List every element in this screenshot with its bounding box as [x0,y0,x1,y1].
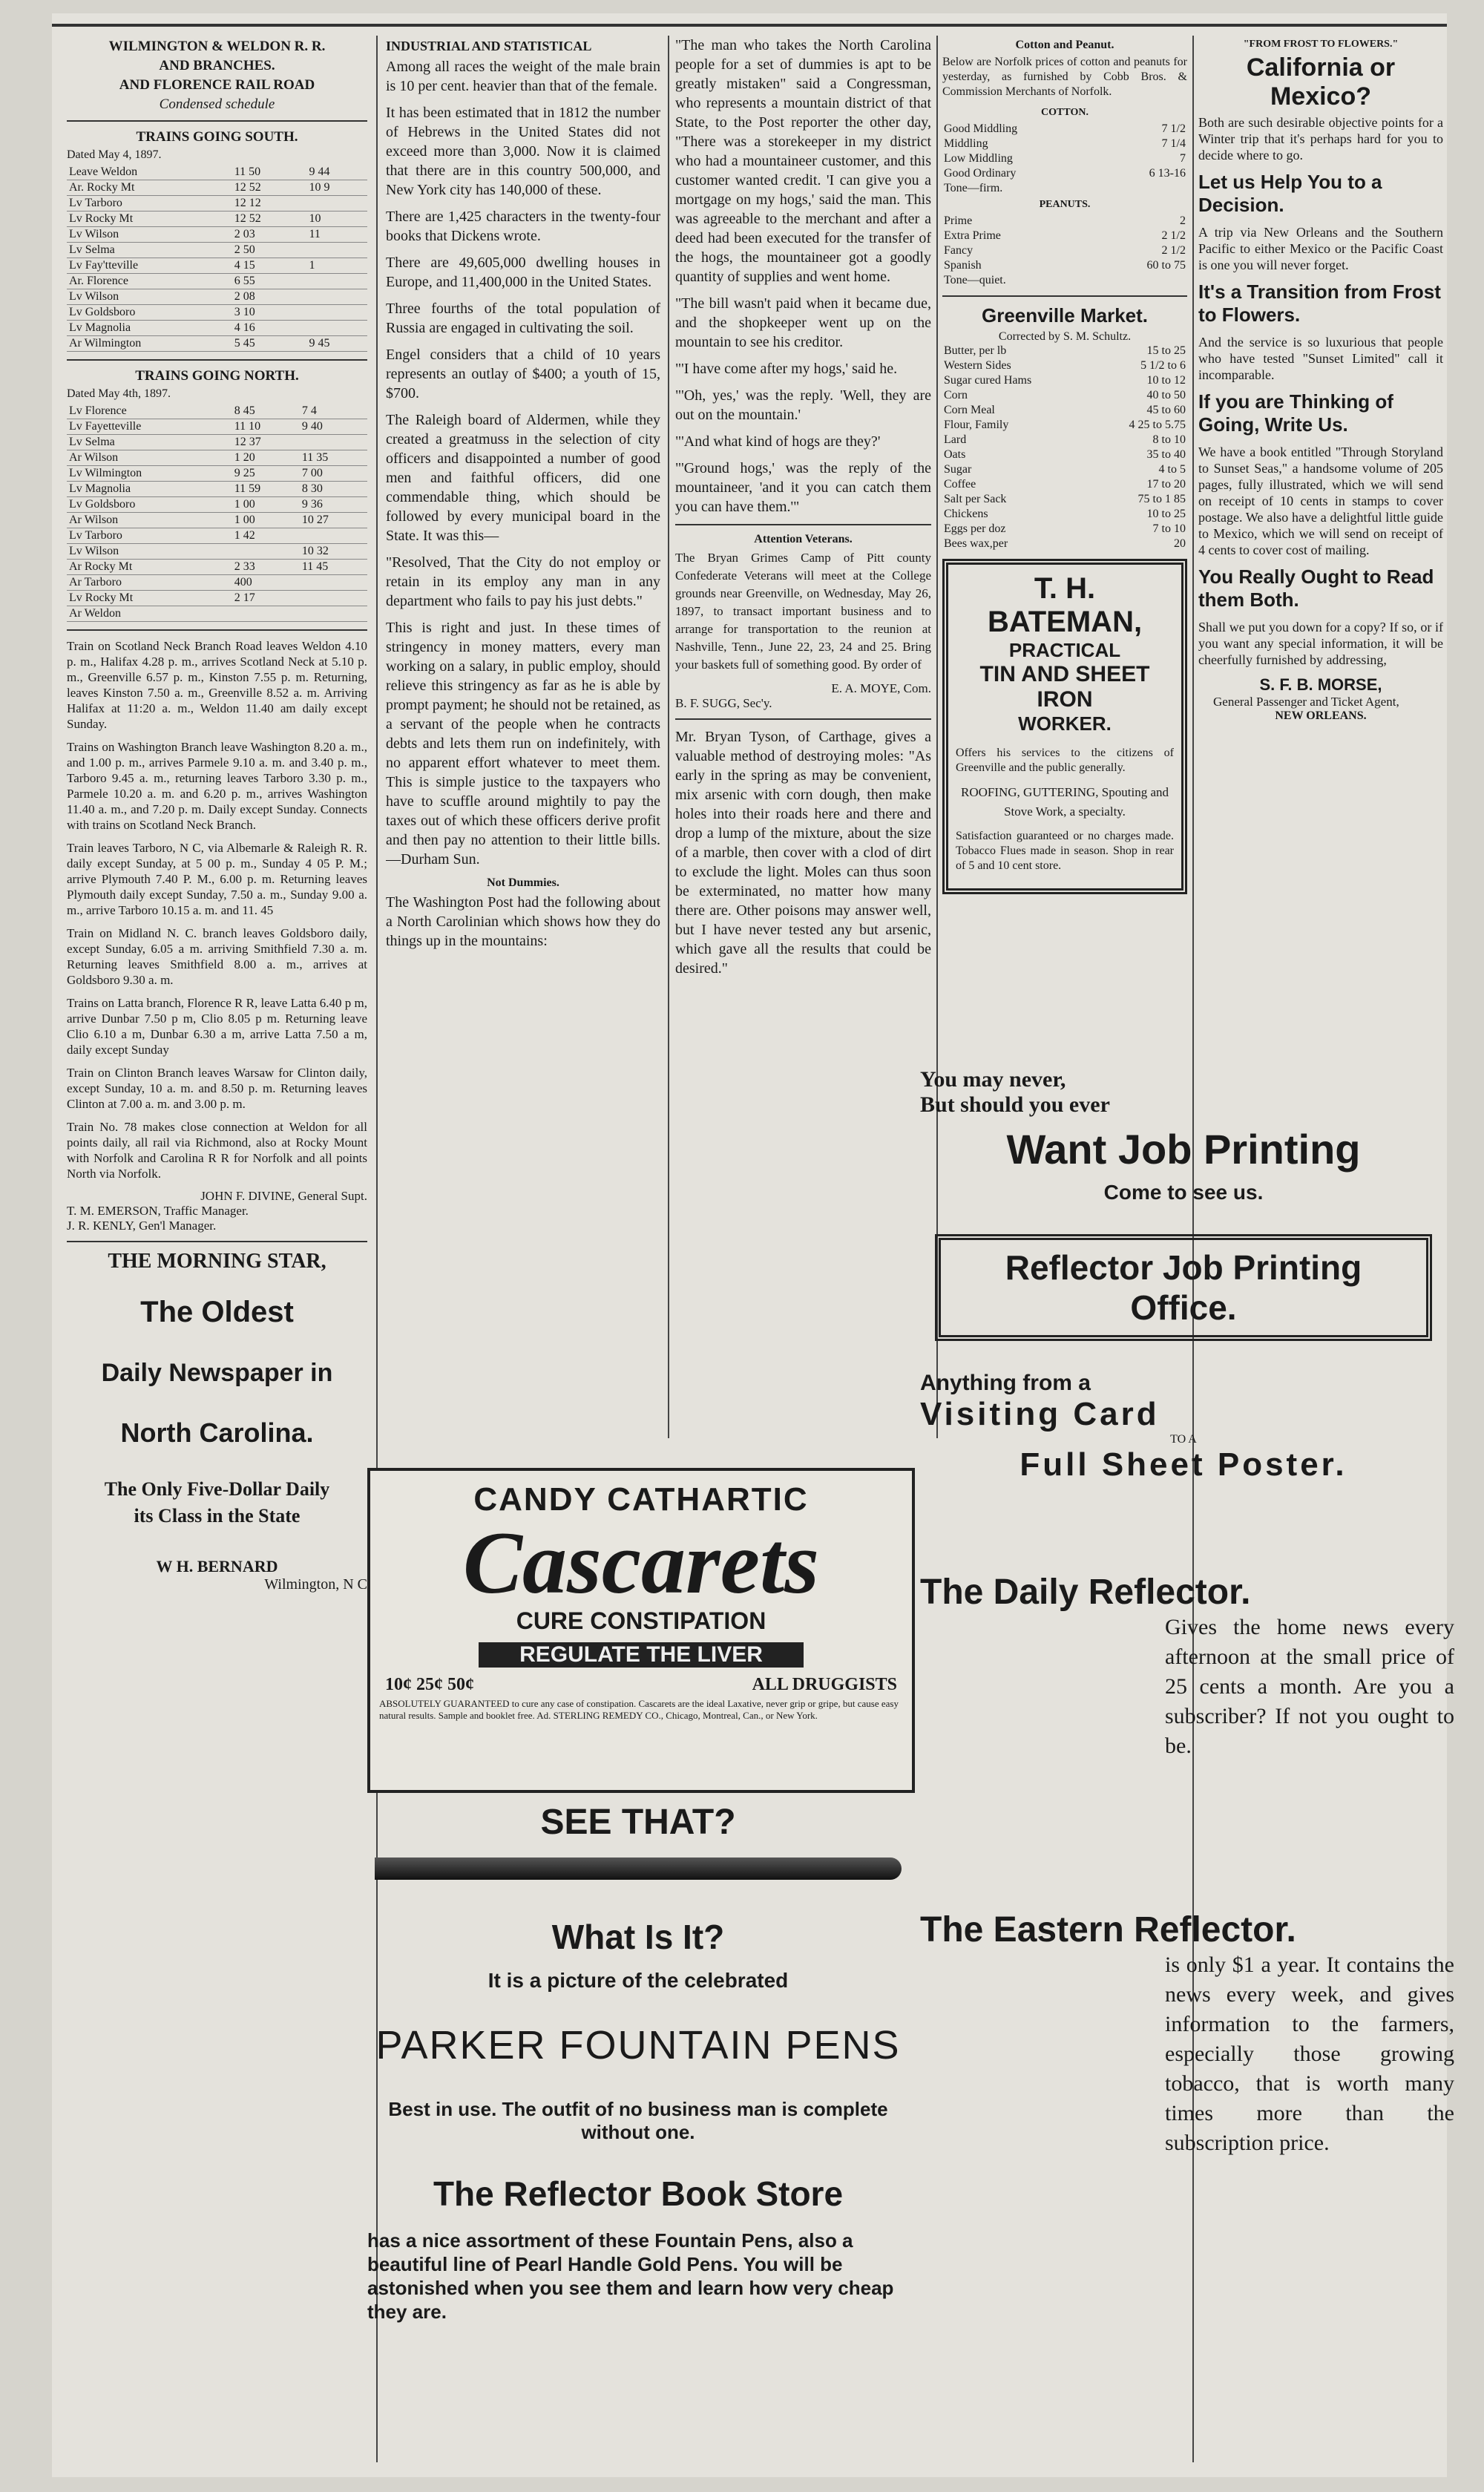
signoff-line: T. M. EMERSON, Traffic Manager. [67,1204,249,1218]
table-cell: 9 44 [306,165,367,180]
table-cell: 4 25 to 5.75 [1129,419,1186,431]
signoff-line: J. R. KENLY, Gen'l Manager. [67,1219,217,1233]
table-cell: Tone—quiet. [944,274,1006,286]
table-cell: 10 to 25 [1146,508,1186,520]
table-cell: 10 32 [300,544,367,560]
table-cell: 1 [306,258,367,274]
subhead: PEANUTS. [1039,199,1091,210]
table-row [67,404,367,419]
table-cell: Ar. Rocky Mt [67,180,232,196]
table-cell: Lv Wilson [67,544,232,560]
pen-see: SEE THAT? [540,1803,736,1842]
table-cell: 45 to 60 [1146,404,1186,416]
morning-star-ad [67,1250,367,1593]
signature: B. F. SUGG, Sec'y. [675,696,772,710]
star-ad-line: The Only Five-Dollar Daily [104,1478,330,1500]
table-row [942,403,1187,418]
table-cell: 2 33 [232,560,300,575]
table-row [942,344,1187,358]
table-cell: 35 to 40 [1146,448,1186,461]
table-cell [232,606,300,622]
table-row [67,450,367,466]
table-cell: 11 [306,227,367,243]
table-cell: 10 to 12 [1146,374,1186,387]
table-cell: 9 45 [306,336,367,352]
table-cell: Fancy [944,244,974,257]
star-ad-line: Daily Newspaper in [101,1359,333,1387]
bateman-line: PRACTICAL [1008,639,1121,661]
table-row [67,435,367,450]
signoff-line: JOHN F. DIVINE, General Supt. [200,1189,367,1203]
table-cell [1104,181,1187,196]
table-row [942,537,1187,551]
table-cell: Lv Magnolia [67,482,232,497]
table-row [942,166,1187,181]
fountain-pen-image [375,1857,902,1880]
table-row [67,321,367,336]
table-cell: Eggs per doz [944,522,1006,535]
market-title: Greenville Market. [982,304,1148,327]
table-cell: Good Ordinary [944,167,1017,180]
table-cell: 8 to 10 [1152,433,1186,446]
cascarets-line: REGULATE THE LIVER [479,1642,804,1668]
railroad-schedule-column [67,36,367,2477]
table-cell [306,305,367,321]
subhead: Cotton and Peanut. [1015,39,1114,51]
mountaineer-story-column [675,36,931,1423]
table-row [67,591,367,606]
article-para: Train on Scotland Neck Branch Road leaves Weldon 4.10 p. m., Halifax 4.28 p. m., arrives Scotland Neck at 5.10 p. m., Greenville 6.57 p. m., Kinston 7.55 p. m. Returning, leaves Kinston 7.50 a. m., Greenville 8.52 a. m. Arriving Halifax at 11:20 a. m., Weldon 11.40 am daily except Sunday. [67,639,367,731]
railroad-header: WILMINGTON & WELDON R. R. [108,39,326,54]
star-ad-line: The Oldest [140,1296,294,1328]
railroad-header: AND BRANCHES. [159,58,275,73]
table-row [942,447,1187,462]
bookstore-name: The Reflector Book Store [433,2174,844,2213]
market-table [942,344,1187,551]
table-row [67,289,367,305]
article-para: The Raleigh board of Aldermen, while they created a greatmuss in the selection of city officers and disappointed a number of good men and faithful officers, did one commendable thing, which should be followed by every municipal board in the State. It was this— [386,412,660,544]
table-cell: Lv Rocky Mt [67,212,232,227]
article-para: Trains on Washington Branch leave Washington 8.20 a. m., and 1.00 p. m., arrives Parmele 9.10 a. m. and 3.40 p. m., Tarboro 9.45 a. m., returning leaves Tarboro 3.30 p. m., Parmele 10.20 a. m. and 6.20 p. m., arrives Washington 11.40 a. m., and 7.20 p. m. Daily except Sunday. Connects with trains on Scotland Neck Branch. [67,740,367,832]
table-row [67,196,367,212]
article-para: Three fourths of the total population of Russia are engaged in cultivating the soil. [386,301,660,336]
table-row [67,482,367,497]
table-row [67,513,367,528]
article-para: Train on Midland N. C. branch leaves Goldsboro daily, except Sunday, 6.05 a m. arriving Smithfield 7.30 a. m. Returning leaves Smithfield 8.00 a. m., arrives at Goldsboro 9.30 a. m. [67,926,367,987]
table-cell: 2 03 [232,227,307,243]
pen-what: What Is It? [551,1918,725,1956]
table-row [67,212,367,227]
table-cell: 1 20 [232,450,300,466]
article-para: "The man who takes the North Carolina people for a set of dummies is apt to be greatly mistaken" said a Congressman, who represents a mountain district of that State, to the Post reporter the other day, "There was a storekeeper in my district who had a mountaineer customer, and this customer wanted credit. 'I can give you a mortgage on my hogs,' said the man. This was agreeable to the merchant and after a deed had been executed for the transfer of the hogs, the mountaineer got a goodly quantity of supplies and went home. [675,37,931,285]
table-cell: Bees wax,per [944,537,1008,550]
article-para: There are 49,605,000 dwelling houses in Europe, and 11,400,000 in the United States. [386,255,660,290]
table-cell: Lv Wilmington [67,466,232,482]
table-cell: 8 30 [300,482,367,497]
table-cell: Lv Selma [67,243,232,258]
table-cell: Corn Meal [944,404,995,416]
table-cell [300,575,367,591]
article-para: Among all races the weight of the male brain is 10 per cent. heavier than that of the female. [386,59,660,94]
table-cell: 17 to 20 [1146,478,1186,491]
top-rule [52,24,1447,27]
star-ad-line: North Carolina. [120,1417,314,1448]
table-cell: 4 15 [232,258,307,274]
ad-subhead: Let us Help You to a Decision. [1198,171,1382,216]
table-cell: 7 [1180,152,1186,165]
article-para: Mr. Bryan Tyson, of Carthage, gives a valuable method of destroying moles: "As early in the spring as may be convenient, mix arsenic with corn dough, then make holes into their roads here and there and drop a lump of the mixture, about the size of a marble, then cover with a clod of dirt to exclude the light. Moles can thus soon be exterminated, no matter how many there are. Other poisons may answer well, but I have never tested any but arsenic, which gave all the results that could be desired." [675,729,931,977]
table-cell: Corn [944,389,968,401]
article-para: Train No. 78 makes close connection at Weldon for all points daily, all rail via Richmond, also at Rocky Mount with Norfolk and Carolina R R for Norfolk and all points North via Norfolk. [67,1120,367,1181]
article-para: The Bryan Grimes Camp of Pitt county Confederate Veterans will meet at the College grounds near Greenville, on Wednesday, May 26, 1897, to transact important business and to arrange for transportation to the reunion at Nashville, Tenn., June 22, 23, 24 and 25. Bring your baskets full of something good. By order of [675,551,931,672]
table-cell: 5 45 [232,336,307,352]
table-cell: 40 to 50 [1146,389,1186,401]
table-row [67,466,367,482]
article-para: "'I have come after my hogs,' said he. [675,361,898,377]
table-cell: 5 1/2 to 6 [1140,359,1186,372]
table-row [67,497,367,513]
table-cell [300,606,367,622]
job-line: But should you ever [920,1092,1110,1117]
table-cell: 75 to 1 85 [1137,493,1186,505]
table-cell [1091,273,1187,288]
table-cell: Ar Tarboro [67,575,232,591]
table-cell: 11 59 [232,482,300,497]
table-row [942,433,1187,447]
table-cell: 7 00 [300,466,367,482]
job-card: Visiting Card [920,1396,1160,1432]
table-row [942,214,1187,229]
table-cell: 400 [232,575,300,591]
table-cell: Lv Rocky Mt [67,591,232,606]
table-row [942,522,1187,537]
bateman-body: Satisfaction guaranteed or no charges made. Tobacco Flues made in season. Shop in rear of 5 and 10 cent store. [956,830,1174,872]
table-cell: Prime [944,214,973,227]
table-cell: Ar Rocky Mt [67,560,232,575]
ad-para: A trip via New Orleans and the Southern Pacific to either Mexico or the Pacific Coast is one you will never forget. [1198,225,1443,272]
newspaper-page [52,13,1454,2477]
table-cell: 10 [306,212,367,227]
job-poster: Full Sheet Poster. [1020,1446,1347,1483]
job-office: Reflector Job Printing Office. [935,1234,1432,1341]
table-cell [306,321,367,336]
parker-pen-ad [367,1794,909,2462]
table-cell: Good Middling [944,122,1018,135]
table-cell: 2 [1180,214,1186,227]
eastern-reflector-title: The Eastern Reflector. [920,1910,1296,1950]
article-para: There are 1,425 characters in the twenty-four books that Dickens wrote. [386,209,660,244]
daily-reflector-body: Gives the home news every afternoon at the small price of 25 cents a month. Are you a subscriber? If not you ought to be. [1165,1615,1454,1758]
table-cell: 11 50 [232,165,307,180]
table-cell: 6 13-16 [1149,167,1186,180]
table-cell [306,274,367,289]
table-cell: 7 1/4 [1161,137,1186,150]
article-para: Trains on Latta branch, Florence R R, leave Latta 6.40 p m, arrive Dunbar 7.50 p m, Clio 8.05 p m. Returning leave Clio 6.10 a m, Dunbar 6.30 a m, arrive Latta 7.50 a m, daily except Sunday [67,996,367,1057]
table-row [942,137,1187,151]
ad-kicker: "FROM FROST TO FLOWERS." [1243,39,1399,50]
article-para: Train leaves Tarboro, N C, via Albemarle & Raleigh R. R. daily except Sunday, at 5 00 p. m., Sunday 4 05 P. M.; arrive Plymouth 7.40 P. M., 6.00 p. m. Returning leaves Plymouth daily except Sunday, 7.50 a. m., Sunday 9.00 a. m., arrive Tarboro 10.15 a. m. and 11. 45 [67,841,367,917]
article-para: The Washington Post had the following about a North Carolinian which shows how they do things up in the mountains: [386,894,660,949]
railroad-header: AND FLORENCE RAIL ROAD [119,77,315,93]
table-row [942,477,1187,492]
table-row [942,462,1187,477]
table-row [67,165,367,180]
bateman-line: TIN AND SHEET IRON [979,662,1150,712]
table-cell: Lv Tarboro [67,528,232,544]
table-cell: Butter, per lb [944,344,1007,357]
column-title: INDUSTRIAL AND STATISTICAL [386,39,592,53]
table-cell: Extra Prime [944,229,1001,242]
pen-name: PARKER FOUNTAIN PENS [375,2023,901,2068]
table-cell: Lv Fay'tteville [67,258,232,274]
table-cell: 12 52 [232,212,307,227]
table-cell: Ar Weldon [67,606,232,622]
table-row [67,258,367,274]
article-para: Engel considers that a child of 10 years represents an outlay of $400; a youth of 15, $700. [386,347,660,401]
cascarets-prices: 10¢ 25¢ 50¢ [385,1675,474,1694]
table-row [942,273,1187,288]
table-cell: 9 36 [300,497,367,513]
star-ad-line: Wilmington, N C [264,1576,367,1593]
railroad-header: Condensed schedule [159,96,275,112]
table-row [942,243,1187,258]
table-cell: 1 00 [232,497,300,513]
table-cell: 9 25 [232,466,300,482]
table-cell [300,528,367,544]
bateman-line: WORKER. [1018,712,1112,735]
article-para: "Resolved, That the City do not employ or retain in its employ any man in any department who fails to pay his just debts." [386,554,660,609]
article-para: Below are Norfolk prices of cotton and peanuts for yesterday, as furnished by Cobb Bros. & Commission Merchants of Norfolk. [942,56,1187,98]
ad-subhead: If you are Thinking of Going, Write Us. [1198,390,1393,436]
cascarets-line: CANDY CATHARTIC [473,1481,809,1518]
table-row [942,258,1187,273]
table-cell: Ar Wilson [67,513,232,528]
table-cell: Lv Wilson [67,289,232,305]
table-cell: Lv Florence [67,404,232,419]
job-come: Come to see us. [1103,1181,1264,1204]
table-row [942,492,1187,507]
table-cell: 7 1/2 [1161,122,1186,135]
north-timetable [67,404,367,622]
table-cell: 7 4 [300,404,367,419]
subhead: COTTON. [1041,107,1089,118]
job-line: You may never, [920,1067,1066,1092]
table-row [67,305,367,321]
job-big: Want Job Printing [1006,1126,1361,1173]
table-cell: 20 [1174,537,1186,550]
table-row [67,243,367,258]
table-row [67,575,367,591]
ad-headline: California or Mexico? [1246,53,1396,111]
south-timetable [67,165,367,352]
table-row [67,606,367,622]
table-cell: 1 42 [232,528,300,544]
ad-para: We have a book entitled "Through Storyland to Sunset Seas," a handsome volume of 205 pages, fully illustrated, which we will send on receipt of 10 cents in stamps to cover postage. We also have a delightful little guide to Mexico, which we will send on receipt of 4 cents to cover cost of mailing. [1198,445,1443,557]
table-cell: 8 45 [232,404,300,419]
table-cell: 2 1/2 [1161,229,1186,242]
southern-pacific-ad [1198,36,1443,1067]
cascarets-guarantee: ABSOLUTELY GUARANTEED to cure any case of constipation. Cascarets are the ideal Laxative, never grip or gripe, but cause easy natural results. Sample and booklet free. Ad. STERLING REMEDY CO., Chicago, Montreal, Can., or New York. [379,1698,899,1721]
table-cell: Leave Weldon [67,165,232,180]
table-cell: 6 55 [232,274,307,289]
bateman-line: T. H. BATEMAN, [987,572,1143,638]
cotton-table [942,122,1187,196]
table-cell: Low Middling [944,152,1013,165]
table-row [942,507,1187,522]
table-row [67,336,367,352]
table-cell: Ar. Florence [67,274,232,289]
table-row [942,358,1187,373]
table-row [67,180,367,196]
table-row [67,274,367,289]
table-cell: 2 1/2 [1161,244,1186,257]
table-cell [300,591,367,606]
ad-signature: S. F. B. MORSE, [1259,675,1382,694]
article-para: It has been estimated that in 1812 the number of Hebrews in the United States did not exceed more than 3,000. Now it is claimed that there are in this country 500,000, and New York city has 140,000 of these. [386,105,660,198]
table-row [942,229,1187,243]
table-cell: Lv Fayetteville [67,419,232,435]
table-row [67,544,367,560]
table-cell: 12 12 [232,196,307,212]
eastern-reflector-body: is only $1 a year. It contains the news every week, and gives information to the farmers, especially those growing tobacco, that is worth many times more than the subscription price. [1165,1952,1454,2155]
subhead: Not Dummies. [487,876,559,889]
star-ad-line: THE MORNING STAR, [108,1250,326,1273]
table-row [67,528,367,544]
north-title: TRAINS GOING NORTH. [135,368,299,384]
job-printing-ad [920,1067,1447,1483]
cascarets-line: CURE CONSTIPATION [516,1607,766,1634]
cascarets-all: ALL DRUGGISTS [752,1675,897,1694]
article-para: "'Ground hogs,' was the reply of the mountaineer, 'and it you can catch them you can have them.'" [675,460,931,515]
table-cell: 15 to 25 [1146,344,1186,357]
north-dated: Dated May 4th, 1897. [67,387,171,400]
table-cell: 2 17 [232,591,300,606]
table-cell: 2 08 [232,289,307,305]
table-row [942,388,1187,403]
bookstore-body: has a nice assortment of these Fountain Pens, also a beautiful line of Pearl Handle Gold Pens. You will be astonished when you see them and learn how very cheap they are. [367,2229,894,2323]
table-cell: Lv Goldsboro [67,497,232,513]
table-cell: 12 52 [232,180,307,196]
daily-reflector-title: The Daily Reflector. [920,1573,1251,1612]
table-cell: Sugar [944,463,972,476]
cascarets-ad [367,1468,915,1793]
job-toa: TO A [1170,1433,1197,1446]
column-rule [668,36,669,1438]
star-ad-line: its Class in the State [134,1505,301,1527]
table-row [67,227,367,243]
table-cell: Lard [944,433,967,446]
table-cell [306,196,367,212]
market-sub: Corrected by S. M. Schultz. [998,330,1132,343]
south-title: TRAINS GOING SOUTH. [136,129,298,145]
bateman-body: Offers his services to the citizens of Greenville and the public generally. [956,747,1174,774]
table-cell: Sugar cured Hams [944,374,1032,387]
star-ad-line: W H. BERNARD [156,1557,278,1575]
table-cell [232,544,300,560]
industrial-column [386,36,660,1423]
table-cell: 11 35 [300,450,367,466]
table-row [942,122,1187,137]
article-para: This is right and just. In these times of stringency in money matters, every man working on a salary, in public employ, should relieve this stringency as far as he is able by prompt payment; he should not be retained, as a servant of the people when he contracts debts and lets them run on indefinitely, with no apparent effort whatever to meet them. This is simple justice to the taxpayers who have to scuffle around mightily to pay the taxes out of which these officers derive profit and then pay no attention to their little bills.—Durham Sun. [386,620,660,868]
table-cell: Chickens [944,508,988,520]
table-row [942,181,1187,196]
table-cell: 11 45 [300,560,367,575]
table-cell: Flour, Family [944,419,1009,431]
article-para: "'Oh, yes,' was the reply. 'Well, they are out on the mountain.' [675,387,931,423]
table-cell: Lv Tarboro [67,196,232,212]
article-para: "'And what kind of hogs are they?' [675,433,881,450]
pen-pic: It is a picture of the celebrated [487,1969,789,1992]
table-row [67,419,367,435]
signature: E. A. MOYE, Com. [831,681,931,695]
table-cell: Ar Wilson [67,450,232,466]
table-cell: 10 9 [306,180,367,196]
job-line: Anything from a [920,1371,1091,1395]
table-cell: 1 00 [232,513,300,528]
ad-subhead: It's a Transition from Frost to Flowers. [1198,281,1441,326]
ad-para: And the service is so luxurious that people who have tested "Sunset Limited" call it incomparable. [1198,335,1443,382]
ad-signature: NEW ORLEANS. [1275,709,1367,722]
table-cell: 12 37 [232,435,300,450]
article-para: Train on Clinton Branch leaves Warsaw for Clinton daily, except Sunday, 10 a. m. and 8.50 p. m. Returning leaves Clinton at 7.00 a. m. and 3.00 p. m. [67,1066,367,1111]
table-cell: Spanish [944,259,982,272]
ad-signature: General Passenger and Ticket Agent, [1213,695,1399,709]
table-row [942,151,1187,166]
reflector-ad [920,1557,1454,2165]
table-cell [300,435,367,450]
article-para: "The bill wasn't paid when it became due, and the shopkeeper went up on the mountain to see his creditor. [675,295,931,350]
table-cell: 2 50 [232,243,307,258]
table-cell: Tone—firm. [944,182,1003,194]
table-row [67,560,367,575]
table-cell: Lv Magnolia [67,321,232,336]
table-cell: Lv Goldsboro [67,305,232,321]
peanut-table [942,214,1187,288]
table-cell: 4 to 5 [1158,463,1186,476]
table-cell: Salt per Sack [944,493,1007,505]
subhead: Attention Veterans. [754,533,853,545]
pen-best: Best in use. The outfit of no business man is complete without one. [388,2098,888,2143]
railroad-notes [67,638,367,1181]
ad-para: Both are such desirable objective points for a Winter trip that it's perhaps hard for you to decide where to go. [1198,115,1443,163]
ad-para: Shall we put you down for a copy? If so, or if you want any special information, it will be cheerfully furnished by addressing, [1198,620,1443,667]
table-cell: Lv Wilson [67,227,232,243]
table-cell: 10 27 [300,513,367,528]
south-dated: Dated May 4, 1897. [67,148,162,161]
table-cell: 11 10 [232,419,300,435]
table-cell: 60 to 75 [1146,259,1186,272]
table-cell: 3 10 [232,305,307,321]
table-cell [306,289,367,305]
table-cell: Middling [944,137,988,150]
table-row [942,373,1187,388]
table-cell: Lv Selma [67,435,232,450]
table-cell: 7 to 10 [1152,522,1186,535]
table-cell: Ar Wilmington [67,336,232,352]
table-row [942,418,1187,433]
table-cell: 9 40 [300,419,367,435]
bateman-ad [942,559,1187,894]
table-cell: Oats [944,448,966,461]
ad-subhead: You Really Ought to Read them Both. [1198,565,1434,611]
table-cell [306,243,367,258]
table-cell: Western Sides [944,359,1011,372]
table-cell: 4 16 [232,321,307,336]
bateman-body: ROOFING, GUTTERING, Spouting and Stove Work, a specialty. [960,785,1169,819]
cascarets-logo: Cascarets [463,1513,819,1612]
table-cell: Coffee [944,478,976,491]
